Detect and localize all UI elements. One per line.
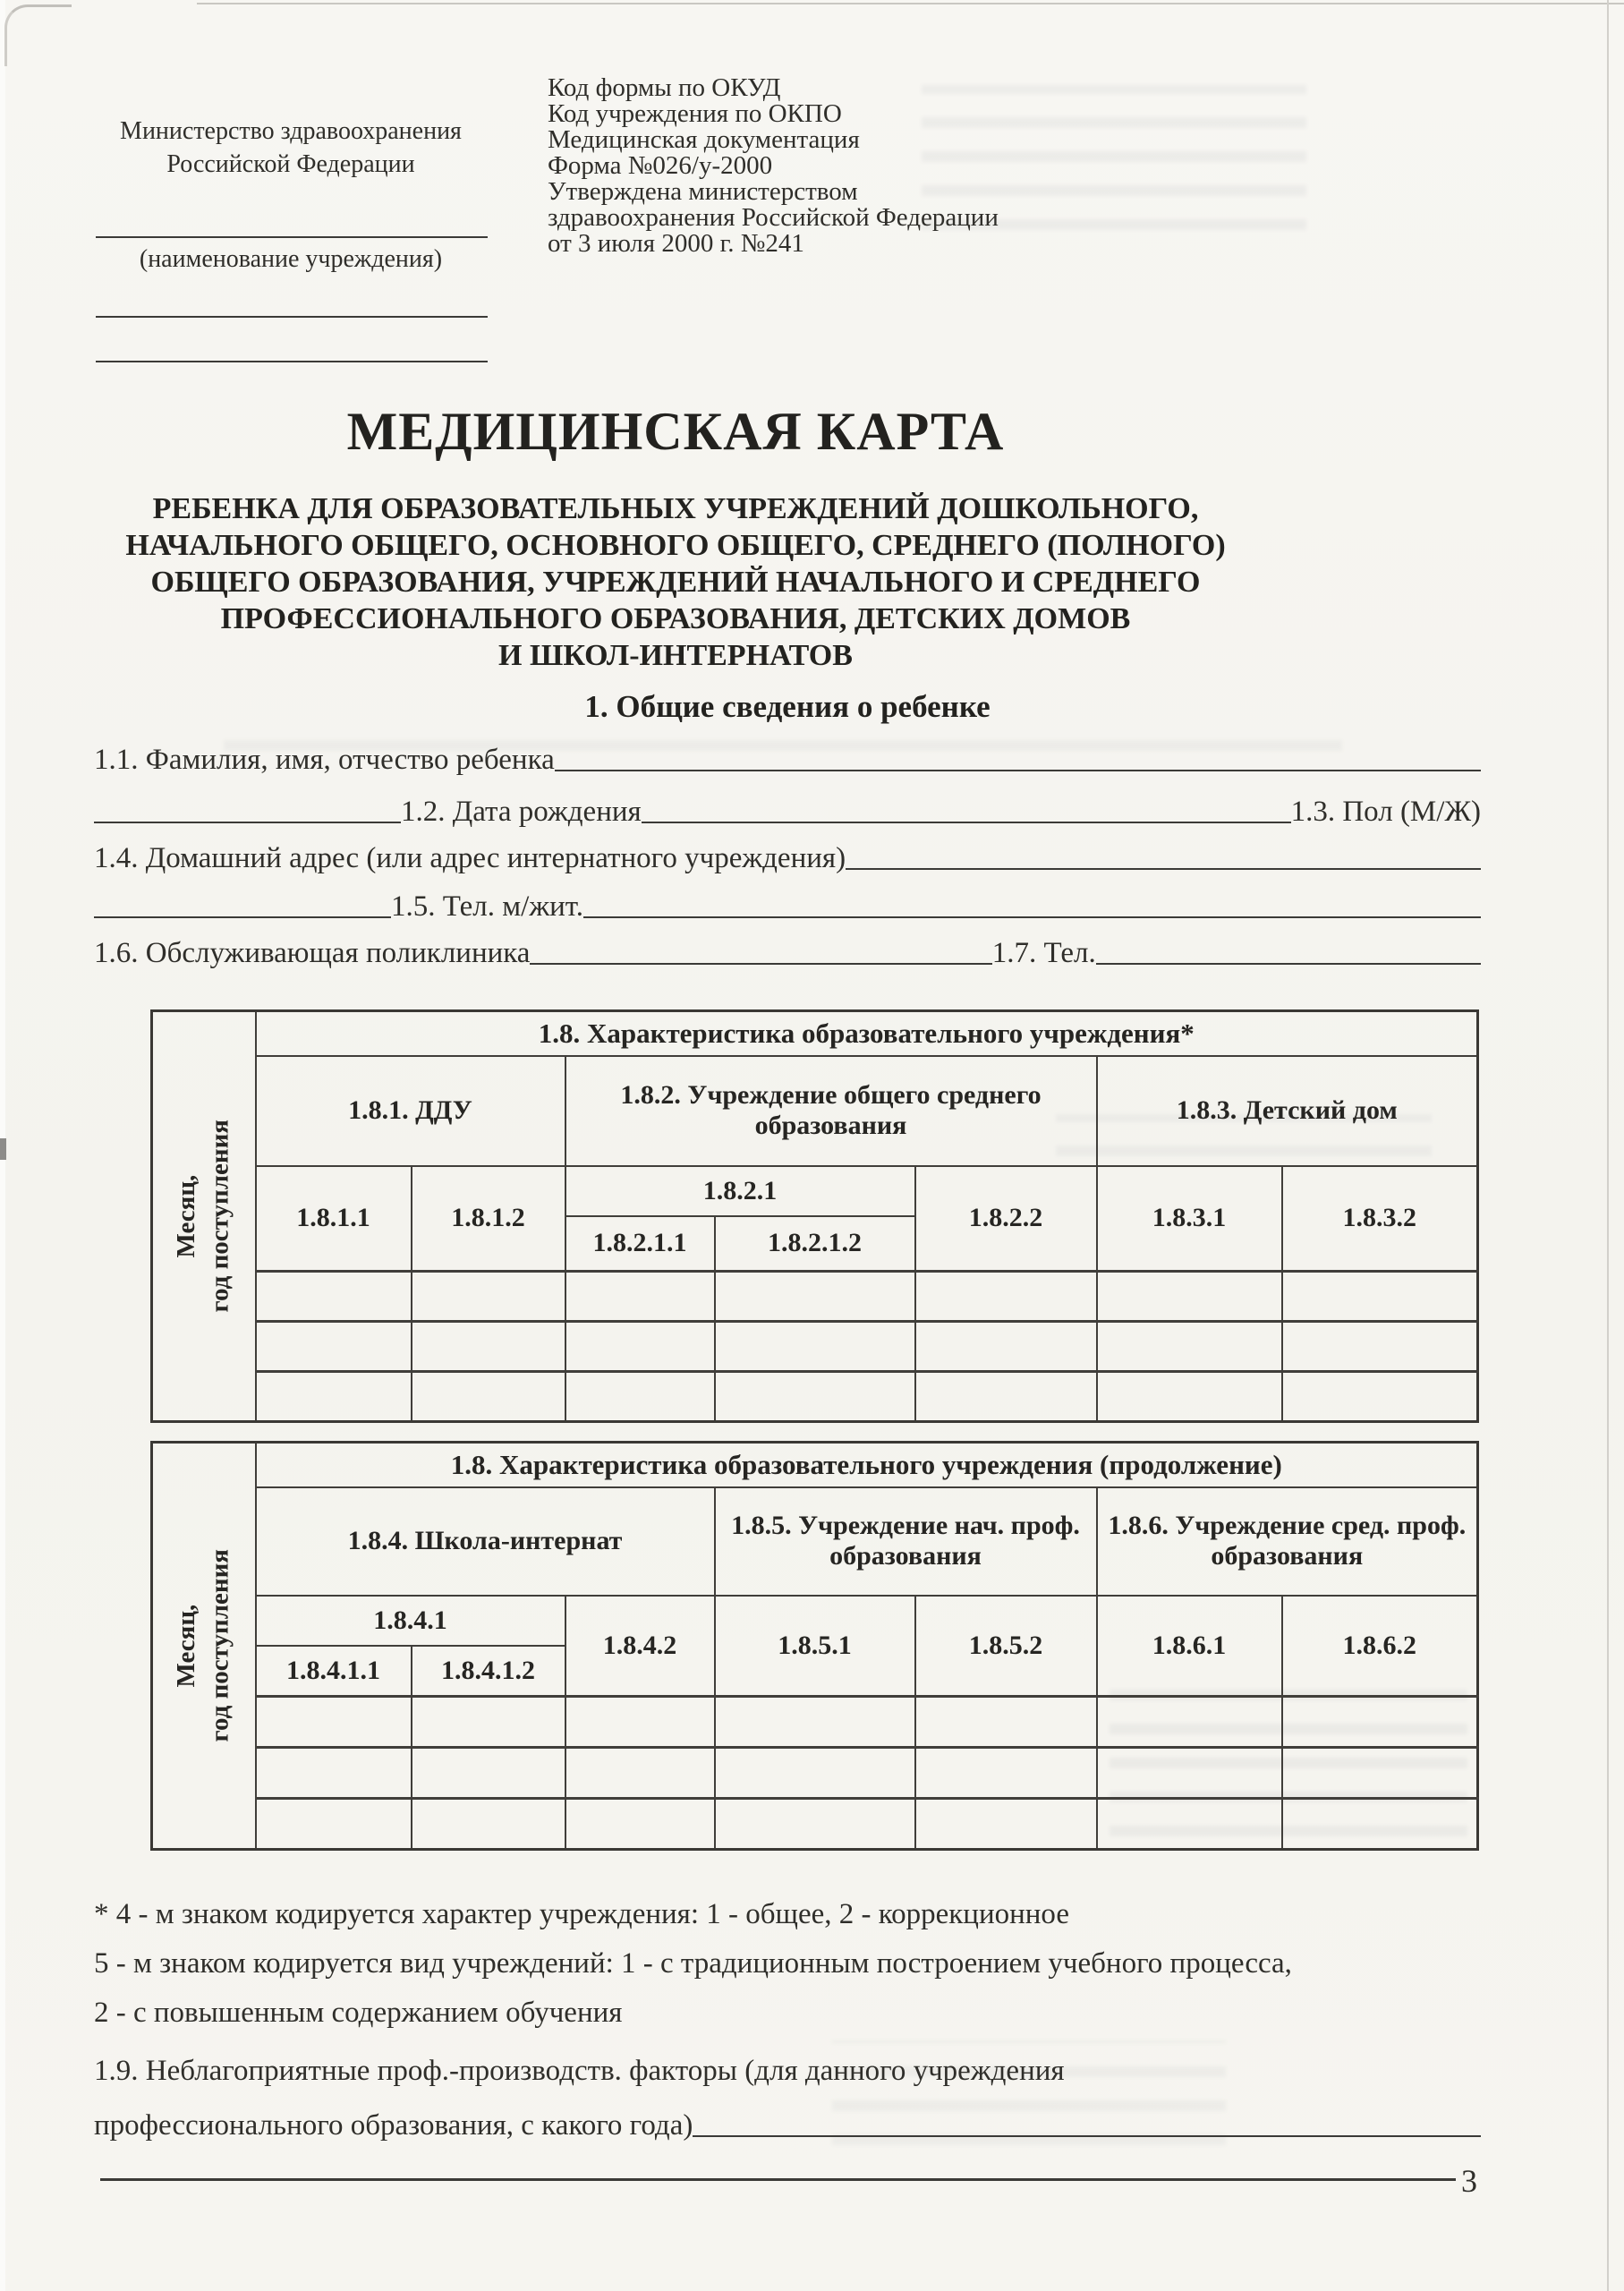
table1-side-label-cell — [152, 1011, 256, 1422]
month-year-admission-label: Месяц, год поступления — [172, 1549, 234, 1742]
table-blank-cell — [1097, 1748, 1282, 1799]
subtitle-line: ПРОФЕССИОНАЛЬНОГО ОБРАЗОВАНИЯ, ДЕТСКИХ ДОМОВ — [220, 602, 1131, 635]
table-blank-cell — [715, 1697, 915, 1748]
field-1-9-line-2: профессионального образования, с какого года) — [94, 2109, 693, 2142]
table-blank-cell — [1282, 1372, 1478, 1422]
table-blank-cell — [915, 1322, 1097, 1372]
table-blank-cell — [412, 1322, 565, 1372]
table-blank-cell — [1282, 1272, 1478, 1322]
field-row-1-4 — [94, 834, 1481, 875]
code-1-8-4-2: 1.8.4.2 — [565, 1596, 715, 1697]
field-1-6-label: 1.6. Обслуживающая поликлиника — [94, 937, 531, 970]
table1-title-cell: 1.8. Характеристика образовательного учреждения* — [256, 1011, 1478, 1056]
ministry-line-2: Российской Федерации — [166, 150, 415, 178]
footnote-line: 2 - с повышенным содержанием обучения — [94, 1997, 623, 2029]
table-blank-cell — [1097, 1799, 1282, 1850]
table-blank-cell — [256, 1799, 412, 1850]
table-blank-cell — [715, 1799, 915, 1850]
table-blank-cell — [915, 1372, 1097, 1422]
blank-line — [100, 2178, 1456, 2181]
subtitle-line: НАЧАЛЬНОГО ОБЩЕГО, ОСНОВНОГО ОБЩЕГО, СРЕДНЕГО (ПОЛНОГО) — [125, 529, 1226, 562]
table-blank-cell — [412, 1372, 565, 1422]
code-1-8-6-2: 1.8.6.2 — [1282, 1596, 1478, 1697]
code-1-8-4-1-1: 1.8.4.1.1 — [256, 1646, 412, 1697]
table-blank-cell — [1282, 1799, 1478, 1850]
okpo-code-label: Код учреждения по ОКПО — [548, 99, 842, 128]
blank-line — [94, 813, 401, 823]
group-ddu: 1.8.1. ДДУ — [256, 1056, 565, 1166]
table-blank-cell — [412, 1799, 565, 1850]
field-row-1-5 — [94, 882, 1481, 924]
table2-title-cell: 1.8. Характеристика образовательного учреждения (продолжение) — [256, 1443, 1478, 1487]
document-title: МЕДИЦИНСКАЯ КАРТА — [346, 402, 1005, 461]
form-codes-block — [548, 75, 1192, 257]
table-blank-cell — [565, 1748, 715, 1799]
approved-line-2: здравоохранения Российской Федерации — [548, 203, 999, 232]
table-blank-cell — [256, 1322, 412, 1372]
field-row-1-1 — [94, 736, 1481, 777]
table-blank-cell — [1097, 1372, 1282, 1422]
section-1-heading: 1. Общие сведения о ребенке — [584, 689, 991, 724]
okud-code-label: Код формы по ОКУД — [548, 73, 781, 102]
subtitle-line: РЕБЕНКА ДЛЯ ОБРАЗОВАТЕЛЬНЫХ УЧРЕЖДЕНИЙ ДОШКОЛЬНОГО, — [152, 492, 1199, 525]
table-blank-cell — [412, 1748, 565, 1799]
field-1-1-label: 1.1. Фамилия, имя, отчество ребенка — [94, 744, 555, 777]
table-footnote — [94, 1890, 1526, 2038]
issuing-authority-block — [94, 115, 488, 181]
month-year-admission-label: Месяц, год поступления — [172, 1120, 234, 1313]
blank-line — [96, 361, 488, 362]
code-1-8-2-2: 1.8.2.2 — [915, 1166, 1097, 1272]
table-blank-cell — [565, 1272, 715, 1322]
scan-corner-artifact — [4, 4, 72, 66]
blank-line — [642, 813, 1291, 823]
field-1-9-line-1: 1.9. Неблагоприятные проф.-производств. факторы (для данного учреждения — [94, 2055, 1065, 2087]
group-primary-prof-education: 1.8.5. Учреждение нач. проф. образования — [715, 1487, 1097, 1596]
table-blank-cell — [1097, 1697, 1282, 1748]
institution-name-caption: (наименование учреждения) — [139, 245, 443, 273]
field-row-1-2-1-3 — [94, 788, 1481, 829]
code-1-8-2-1-2: 1.8.2.1.2 — [715, 1216, 915, 1272]
table-blank-cell — [1097, 1272, 1282, 1322]
footnote-line: 5 - м знаком кодируется вид учреждений: 1 - с традиционным построением учебного процесса, — [94, 1947, 1292, 1980]
blank-line — [530, 954, 991, 965]
table2-side-label-cell — [152, 1443, 256, 1850]
blank-line — [96, 316, 488, 318]
code-1-8-5-2: 1.8.5.2 — [915, 1596, 1097, 1697]
field-1-5-label: 1.5. Тел. м/жит. — [391, 890, 583, 924]
medical-doc-label: Медицинская документация — [548, 125, 860, 154]
scan-edge-right — [1607, 0, 1609, 2291]
blank-line — [96, 236, 488, 238]
field-row-1-9 — [94, 2099, 1481, 2142]
table-blank-cell — [565, 1799, 715, 1850]
table-blank-cell — [565, 1697, 715, 1748]
page-number: 3 — [1461, 2163, 1477, 2199]
table-blank-cell — [915, 1272, 1097, 1322]
code-1-8-6-1: 1.8.6.1 — [1097, 1596, 1282, 1697]
ministry-line-1: Министерство здравоохранения — [120, 117, 462, 145]
code-1-8-4-1-2: 1.8.4.1.2 — [412, 1646, 565, 1697]
code-1-8-4-1: 1.8.4.1 — [256, 1596, 565, 1646]
table-education-institution — [150, 1009, 1479, 1423]
table-blank-cell — [1282, 1697, 1478, 1748]
group-secondary-education: 1.8.2. Учреждение общего среднего образования — [565, 1056, 1097, 1166]
subtitle-line: ОБЩЕГО ОБРАЗОВАНИЯ, УЧРЕЖДЕНИЙ НАЧАЛЬНОГО И СРЕДНЕГО — [150, 566, 1201, 599]
blank-line — [583, 907, 1481, 918]
code-1-8-2-1: 1.8.2.1 — [565, 1166, 915, 1216]
table-blank-cell — [412, 1697, 565, 1748]
group-children-home: 1.8.3. Детский дом — [1097, 1056, 1478, 1166]
table-blank-cell — [1282, 1322, 1478, 1372]
code-1-8-1-1: 1.8.1.1 — [256, 1166, 412, 1272]
table-blank-cell — [715, 1272, 915, 1322]
table-blank-cell — [1097, 1322, 1282, 1372]
group-secondary-prof-education: 1.8.6. Учреждение сред. проф. образования — [1097, 1487, 1478, 1596]
table-blank-cell — [915, 1799, 1097, 1850]
table-blank-cell — [565, 1372, 715, 1422]
approved-line-3: от 3 июля 2000 г. №241 — [548, 229, 804, 258]
field-1-3-label: 1.3. Пол (М/Ж) — [1290, 796, 1481, 829]
subtitle-line: И ШКОЛ-ИНТЕРНАТОВ — [498, 639, 853, 672]
code-1-8-2-1-1: 1.8.2.1.1 — [565, 1216, 715, 1272]
blank-line — [846, 859, 1481, 870]
table-blank-cell — [915, 1697, 1097, 1748]
field-1-4-label: 1.4. Домашний адрес (или адрес интернатного учреждения) — [94, 842, 846, 875]
field-row-1-6-1-7 — [94, 929, 1481, 970]
table-blank-cell — [256, 1697, 412, 1748]
table-education-institution-continued — [150, 1441, 1479, 1851]
table-blank-cell — [715, 1372, 915, 1422]
table-blank-cell — [256, 1372, 412, 1422]
code-1-8-3-1: 1.8.3.1 — [1097, 1166, 1282, 1272]
blank-line — [94, 907, 391, 918]
footnote-line: * 4 - м знаком кодируется характер учреждения: 1 - общее, 2 - коррекционное — [94, 1898, 1069, 1930]
blank-line — [693, 2126, 1481, 2137]
table-blank-cell — [256, 1748, 412, 1799]
table-blank-cell — [915, 1748, 1097, 1799]
table-blank-cell — [715, 1322, 915, 1372]
code-1-8-1-2: 1.8.1.2 — [412, 1166, 565, 1272]
table-blank-cell — [412, 1272, 565, 1322]
table-blank-cell — [715, 1748, 915, 1799]
scan-mark — [0, 1138, 6, 1160]
table-blank-cell — [565, 1322, 715, 1372]
code-1-8-3-2: 1.8.3.2 — [1282, 1166, 1478, 1272]
blank-line — [1096, 954, 1481, 965]
blank-line — [555, 761, 1481, 771]
form-number-label: Форма №026/у-2000 — [548, 151, 773, 180]
document-subtitle — [76, 490, 1275, 674]
table-blank-cell — [256, 1272, 412, 1322]
group-boarding-school: 1.8.4. Школа-интернат — [256, 1487, 715, 1596]
code-1-8-5-1: 1.8.5.1 — [715, 1596, 915, 1697]
field-1-2-label: 1.2. Дата рождения — [401, 796, 642, 829]
table-blank-cell — [1282, 1748, 1478, 1799]
scan-edge-top — [197, 3, 1624, 4]
approved-line-1: Утверждена министерством — [548, 177, 858, 206]
field-1-7-label: 1.7. Тел. — [991, 937, 1096, 970]
